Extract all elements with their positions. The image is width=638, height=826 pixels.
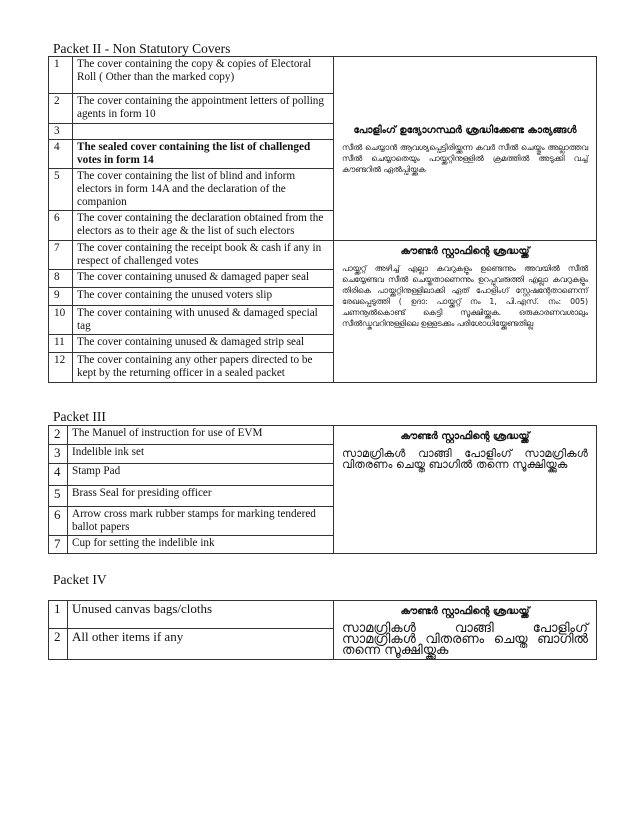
packet-iv-table	[48, 600, 597, 660]
row-description: The cover containing the appointment letters of polling agents in form 10	[73, 94, 334, 124]
row-number: 8	[49, 270, 73, 288]
table-row	[49, 426, 597, 445]
counter-staff-note	[334, 426, 597, 554]
row-description: All other items if any	[68, 629, 334, 660]
note-heading: കൗണ്ടർ സ്റ്റാഫിന്റെ ശ്രദ്ധയ്ക്ക്	[400, 431, 530, 442]
row-description: Indelible ink set	[68, 445, 334, 464]
table-row	[49, 57, 597, 94]
note-heading: പോളിംഗ് ഉദ്യോഗസ്ഥർ ശ്രദ്ധിക്കേണ്ട കാര്യങ്ങൾ	[353, 124, 577, 136]
row-number: 6	[49, 507, 68, 536]
note-body: സാമഗ്രികൾ വാങ്ങി പോളിംഗ് സാമഗ്രികൾ വിതരണം ചെയ്ത ബാഗിൽ തന്നെ സൂക്ഷിയ്ക്കുക	[342, 621, 588, 658]
packet-ii-table	[48, 56, 597, 383]
table-row	[49, 601, 597, 629]
row-number: 4	[49, 140, 73, 169]
table-row	[49, 241, 597, 270]
row-number: 12	[49, 353, 73, 383]
row-description: The cover containing the list of blind and inform electors in form 14A and the declaration of the companion	[73, 169, 334, 211]
note-heading: കൗണ്ടർ സ്റ്റാഫിന്റെ ശ്രദ്ധയ്ക്ക്	[400, 606, 530, 617]
row-description: The cover containing the receipt book & cash if any in respect of challenged votes	[73, 241, 334, 270]
row-description	[73, 124, 334, 140]
row-description: Brass Seal for presiding officer	[68, 486, 334, 507]
counter-staff-note	[334, 601, 597, 660]
row-number: 7	[49, 536, 68, 554]
row-number: 4	[49, 464, 68, 486]
packet-iii-table	[48, 425, 597, 554]
row-description: The Manuel of instruction for use of EVM	[68, 426, 334, 445]
row-description: Unused canvas bags/cloths	[68, 601, 334, 629]
note-body: സാമഗ്രികൾ വാങ്ങി പോളിംഗ് സാമഗ്രികൾ വിതരണം ചെയ്ത ബാഗിൽ തന്നെ സൂക്ഷിയ്ക്കുക	[342, 447, 588, 471]
row-description: The cover containing the declaration obtained from the electors as to their age & the list of such electors	[73, 211, 334, 241]
row-description: The cover containing unused & damaged paper seal	[73, 270, 334, 288]
row-number: 1	[49, 601, 68, 629]
note-heading: കൗണ്ടർ സ്റ്റാഫിന്റെ ശ്രദ്ധയ്ക്ക്	[400, 246, 530, 257]
row-number: 2	[49, 94, 73, 124]
row-number: 7	[49, 241, 73, 270]
packet-iv-title: Packet IV	[53, 572, 107, 587]
row-number: 10	[49, 306, 73, 335]
row-description: The cover containing any other papers directed to be kept by the returning officer in a sealed packet	[73, 353, 334, 383]
row-description: Arrow cross mark rubber stamps for marking tendered ballot papers	[68, 507, 334, 536]
row-number: 5	[49, 169, 73, 211]
row-description: Cup for setting the indelible ink	[68, 536, 334, 554]
row-description: Stamp Pad	[68, 464, 334, 486]
row-description: The cover containing the copy & copies of Electoral Roll ( Other than the marked copy)	[73, 57, 334, 94]
row-number: 3	[49, 445, 68, 464]
row-number: 11	[49, 335, 73, 353]
polling-officer-note	[334, 57, 597, 241]
row-number: 9	[49, 288, 73, 306]
row-number: 5	[49, 486, 68, 507]
row-number: 2	[49, 426, 68, 445]
row-description: The cover containing with unused & damaged special tag	[73, 306, 334, 335]
row-number: 2	[49, 629, 68, 660]
note-body: സീൽ ചെയ്യാൻ ആവശ്യപ്പെട്ടിരിയ്ക്കുന്ന കവർ സീൽ ചെയ്തും അല്ലാത്തവ സീൽ ചെയ്യാതെയും പായ്ക്കറ്റിനുള്ളിൽ ക്രമത്തിൽ അടുക്കി വച്ച് കൗണ്ടറിൽ ഏൽപ്പിയ്ക്കുക	[342, 142, 588, 174]
counter-staff-note	[334, 241, 597, 383]
packet-ii-title: Packet II - Non Statutory Covers	[53, 41, 231, 56]
row-description: The cover containing unused & damaged strip seal	[73, 335, 334, 353]
row-number: 6	[49, 211, 73, 241]
row-number: 1	[49, 57, 73, 94]
row-description: The cover containing the unused voters slip	[73, 288, 334, 306]
row-description: The sealed cover containing the list of challenged votes in form 14	[73, 140, 334, 169]
row-number: 3	[49, 124, 73, 140]
note-body: പായ്ക്കറ്റ് അഴിച്ച് എല്ലാ കവറുകളും ഉണ്ടെന്നും അവയിൽ സീൽ ചെയ്യേണ്ടവ സീൽ ചെയ്തതാണെന്നും ഉറപ്പുവരുത്തി എല്ലാ കവറുകളും തിരികെ പായ്ക്കറ്റിനുള്ളിലാക്കി ഏത് പോളിംഗ് സ്റ്റേഷന്റേതാണെന്ന് രേഖപ്പെടുത്തി ( ഉദാ: പായ്ക്കറ്റ് നം 1, പി.എസ്. നം: 005) ചണനൂൽകൊണ്ട് കെട്ടി സൂക്ഷിയ്ക്കുക. ഒരുകാരണവശാലും സീൽഡ്കവറിനുള്ളിലെ ഉള്ളടക്കം പരിശോധിയ്ക്കേണ്ടതില്ല	[342, 264, 588, 328]
packet-iii-title: Packet III	[53, 409, 106, 424]
